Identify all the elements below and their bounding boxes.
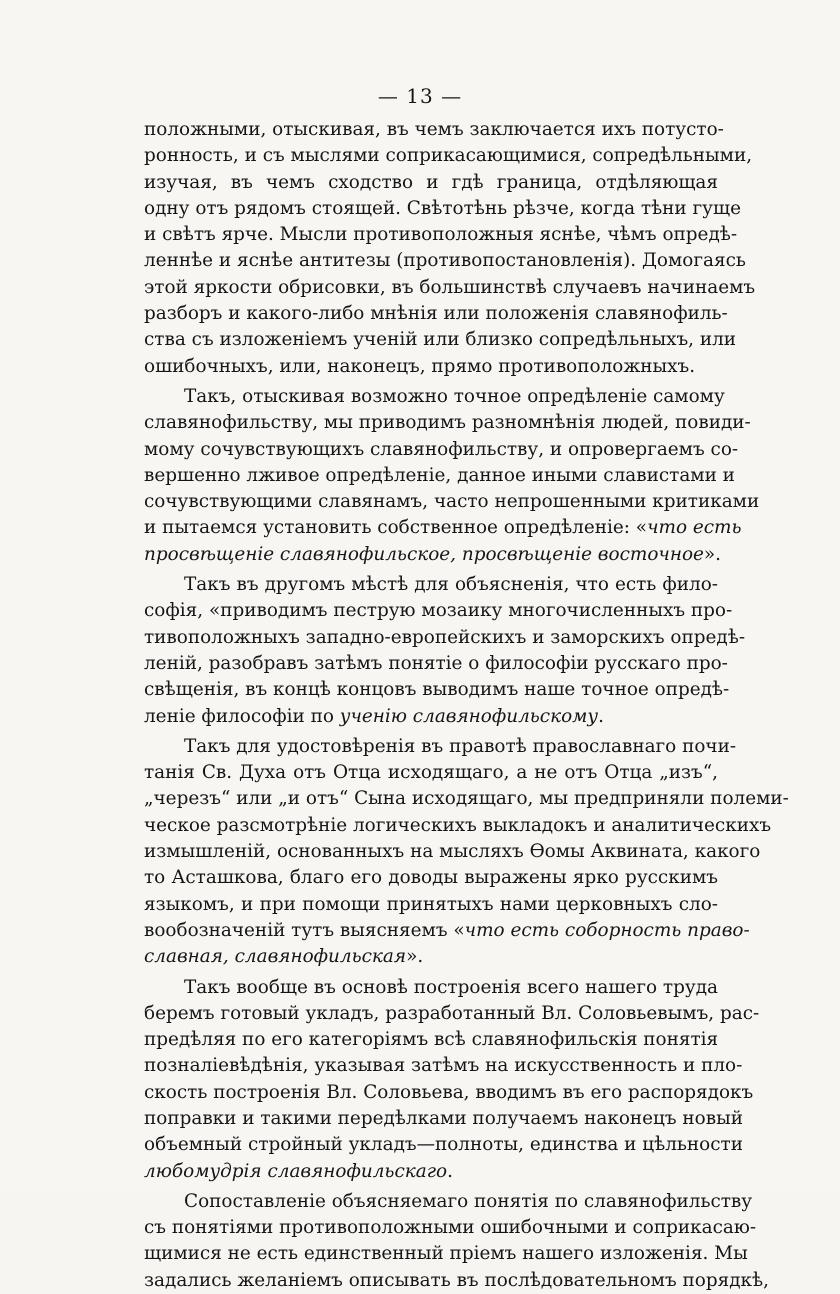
text-run: ». — [406, 946, 424, 968]
text-run: поправки и такими передѣлками получаемъ наконецъ новый — [144, 1107, 744, 1129]
text-run: вершенно лживое опредѣленіе, данное иными славистами и — [144, 464, 735, 486]
text-run: съ понятіями противоположными ошибочными и соприкасаю- — [144, 1217, 757, 1239]
text-line — [144, 117, 724, 143]
text-line — [144, 1106, 744, 1132]
text-run: ». — [703, 543, 722, 565]
text-line — [144, 1132, 743, 1158]
page-number: — 13 — — [377, 84, 463, 108]
text-run: Сопоставленіе объясняемаго понятія по славянофильству — [184, 1190, 753, 1212]
text-line — [144, 1080, 754, 1106]
text-line — [144, 327, 737, 353]
text-line — [144, 248, 746, 274]
text-run: задались желаніемъ описывать въ послѣдовательномъ порядкѣ, — [144, 1269, 769, 1291]
text-line — [144, 839, 761, 865]
text-run: леніе философіи по — [144, 705, 340, 727]
text-run: ошибочныхъ, или, наконецъ, прямо противоположныхъ. — [144, 355, 696, 377]
text-run: ческое разсмотрѣніе логическихъ выкладокъ и аналитическихъ — [144, 814, 772, 836]
text-line — [144, 760, 718, 786]
italic-text: просвѣщеніе славянофильское, просвѣщеніе восточное — [144, 543, 704, 565]
text-line — [144, 275, 756, 301]
text-line — [144, 704, 718, 730]
text-line — [144, 1268, 769, 1294]
text-line — [144, 598, 733, 624]
text-run: . — [447, 1160, 453, 1182]
italic-text: что есть соборность право- — [464, 919, 750, 941]
text-run: одну отъ рядомъ стоящей. Свѣтотѣнь рѣзче, когда тѣни гуще — [144, 197, 741, 219]
text-run: Такъ въ другомъ мѣстѣ для объясненія, что есть фило- — [184, 574, 718, 596]
text-line — [144, 1215, 757, 1241]
text-line — [144, 1053, 743, 1079]
text-line — [144, 143, 753, 169]
text-run: софія, «приводимъ пеструю мозаику многочисленныхъ про- — [144, 600, 733, 622]
text-run: и пытаемся установить собственное опредѣленіе: « — [144, 517, 648, 539]
text-run: Такъ для удостовѣренія въ правотѣ православнаго почи- — [184, 735, 737, 757]
text-run: языкомъ, и при помощи принятыхъ нами церковныхъ сло- — [144, 893, 718, 915]
text-line — [144, 515, 742, 541]
text-run: предѣляя по его категоріямъ всѣ славянофильскія понятія — [144, 1029, 719, 1051]
text-run: разборъ и какого-либо мнѣнія или положенія славянофиль- — [144, 303, 728, 325]
text-line — [144, 489, 760, 515]
text-run: Такъ, отыскивая возможно точное опредѣленіе самому — [184, 385, 725, 407]
text-line — [144, 813, 772, 839]
text-line — [144, 410, 751, 436]
paragraph — [144, 1189, 769, 1294]
text-run: и свѣтъ ярче. Мысли противоположныя яснѣе, чѣмъ опредѣ- — [144, 224, 738, 246]
text-line — [144, 222, 738, 248]
paragraph — [144, 734, 789, 971]
text-run: то Асташкова, благо его доводы выражены ярко русскимъ — [144, 867, 718, 889]
text-line — [144, 437, 739, 463]
paragraph — [144, 384, 760, 568]
text-line — [144, 1001, 760, 1027]
text-line — [144, 786, 789, 812]
italic-text: славная, славянофильская — [144, 946, 407, 968]
text-line — [144, 865, 718, 891]
text-line — [144, 1027, 718, 1053]
text-run: танія Св. Духа отъ Отца исходящаго, а не отъ Отца „изъ“, — [144, 762, 718, 784]
text-run: ронность, и съ мыслями соприкасающимися, сопредѣльными, — [144, 145, 753, 167]
text-run: свѣщенія, въ концѣ концовъ выводимъ наше точное опредѣ- — [144, 679, 730, 701]
text-line — [144, 944, 718, 970]
text-run: леній, разобравъ затѣмъ понятіе о философіи русскаго про- — [144, 652, 728, 674]
text-line — [144, 384, 725, 410]
text-line — [144, 196, 741, 222]
text-run: „черезъ“ или „и отъ“ Сына исходящаго, мы предприняли полеми- — [144, 788, 789, 810]
text-line — [144, 170, 718, 196]
text-line — [144, 975, 718, 1001]
text-line — [144, 625, 746, 651]
text-line — [144, 1241, 748, 1267]
italic-text: любомудрія славянофильскаго — [144, 1160, 448, 1182]
paragraph — [144, 975, 760, 1185]
text-line — [144, 542, 722, 568]
text-line — [144, 572, 718, 598]
text-run: этой яркости обрисовки, въ большинствѣ случаевъ начинаемъ — [144, 276, 756, 298]
text-run: вообозначеній тутъ выясняемъ « — [144, 919, 465, 941]
text-line — [144, 1159, 718, 1185]
text-run: положными, отыскивая, въ чемъ заключается ихъ потусто- — [144, 119, 724, 140]
text-run: тивоположныхъ западно-европейскихъ и заморскихъ опредѣ- — [144, 626, 746, 648]
paragraph — [144, 117, 756, 380]
text-run: леннѣе и яснѣе антитезы (противопостановленія). Домогаясь — [144, 250, 746, 272]
text-run: изучая, въ чемъ сходство и гдѣ граница, отдѣляющая — [144, 171, 718, 193]
text-line — [144, 651, 728, 677]
italic-text: что есть — [647, 517, 742, 539]
text-run: скость построенія Вл. Соловьева, вводимъ въ его распорядокъ — [144, 1081, 754, 1103]
text-line — [144, 463, 735, 489]
text-run: славянофильству, мы приводимъ разномнѣнія людей, повиди- — [144, 412, 751, 434]
text-run: ства съ изложеніемъ ученій или близко сопредѣльныхъ, или — [144, 329, 737, 351]
paragraph — [144, 572, 746, 730]
text-run: Такъ вообще въ основѣ построенія всего нашего труда — [184, 976, 718, 998]
text-run: беремъ готовый укладъ, разработанный Вл. Соловьевымъ, рас- — [144, 1002, 760, 1024]
text-run: мому сочувствующихъ славянофильству, и опровергаемъ со- — [144, 438, 739, 460]
text-run: сочувствующими славянамъ, часто непрошенными критиками — [144, 491, 760, 513]
body-text — [144, 117, 789, 1294]
text-run: щимися не есть единственный пріемъ нашего изложенія. Мы — [144, 1243, 748, 1265]
text-line — [144, 354, 718, 380]
text-line — [144, 677, 730, 703]
text-line — [144, 301, 728, 327]
text-line — [144, 918, 750, 944]
text-run: объемный стройный укладъ—полноты, единства и цѣльности — [144, 1134, 743, 1156]
italic-text: ученію славянофильскому — [339, 705, 599, 727]
text-run: . — [598, 705, 604, 727]
text-run: измышленій, основанныхъ на мысляхъ Ѳомы Аквината, какого — [144, 841, 761, 863]
text-line — [144, 892, 718, 918]
text-run: позналіевѣдѣнія, указывая затѣмъ на искусственность и пло- — [144, 1055, 743, 1077]
text-line — [144, 734, 737, 760]
text-line — [144, 1189, 753, 1215]
